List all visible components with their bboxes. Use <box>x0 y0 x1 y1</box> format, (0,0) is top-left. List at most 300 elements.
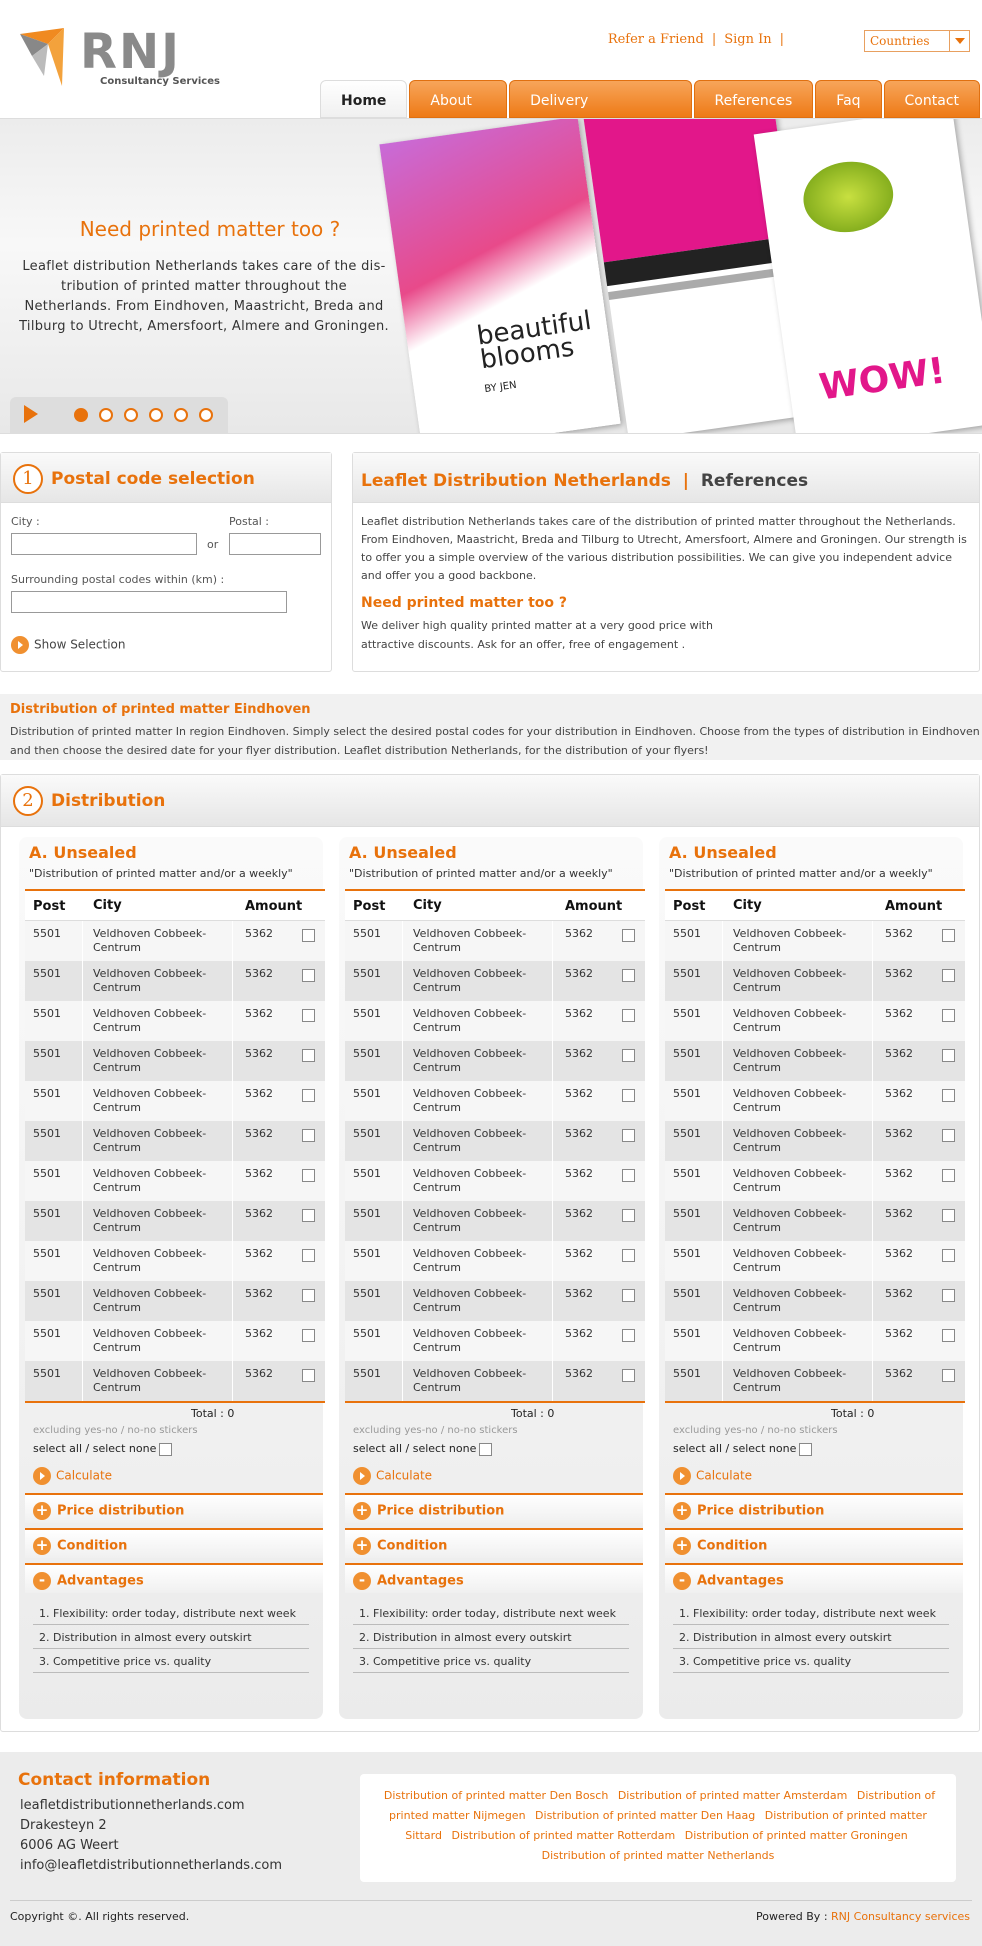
table-row <box>665 1121 965 1161</box>
amount-value: 5362 <box>885 927 913 940</box>
flyer-image <box>379 118 620 434</box>
post-cell: 5501 <box>345 1281 403 1321</box>
row-checkbox[interactable] <box>302 1289 315 1302</box>
distribution-panel <box>0 774 980 1732</box>
table-header <box>25 891 325 921</box>
price-accordion[interactable] <box>25 1493 323 1523</box>
separator: | <box>682 471 689 491</box>
flyer-wow: WOW! <box>816 350 948 409</box>
city-cell: Veldhoven Cobbeek-Centrum <box>723 961 873 1001</box>
banner-title: Need printed matter too ? <box>79 217 341 241</box>
select-all <box>673 1442 812 1456</box>
row-checkbox[interactable] <box>622 929 635 942</box>
row-checkbox[interactable] <box>942 1169 955 1182</box>
row-checkbox[interactable] <box>942 1049 955 1062</box>
city-cell: Veldhoven Cobbeek-Centrum <box>723 1041 873 1081</box>
footer-link[interactable]: Distribution of printed matter Groningen <box>684 1829 908 1842</box>
condition-accordion[interactable] <box>345 1528 643 1558</box>
post-cell: 5501 <box>25 961 83 1001</box>
references-link[interactable]: References <box>700 471 809 491</box>
header-amount: Amount <box>565 899 623 914</box>
advantage-item: 1. Flexibility: order today, distribute next week <box>673 1601 949 1625</box>
row-checkbox[interactable] <box>302 1049 315 1062</box>
city-cell: Veldhoven Cobbeek-Centrum <box>403 961 553 1001</box>
plus-icon: + <box>673 1537 691 1555</box>
postal-panel <box>0 452 332 672</box>
amount-value: 5362 <box>565 967 593 980</box>
amount-value: 5362 <box>885 1247 913 1260</box>
table-header <box>345 891 645 921</box>
nav-delivery[interactable]: Delivery <box>509 80 691 118</box>
calculate-label: Calculate <box>376 1468 433 1483</box>
footer-link[interactable]: Distribution of printed matter Nijmegen <box>389 1789 936 1822</box>
table-row <box>345 921 645 961</box>
post-cell: 5501 <box>345 961 403 1001</box>
excluding-note: excluding yes-no / no-no stickers <box>673 1425 838 1436</box>
footer-link[interactable]: Distribution of printed matter Amsterdam <box>617 1789 848 1802</box>
table-row <box>345 1041 645 1081</box>
city-cell: Veldhoven Cobbeek-Centrum <box>723 1321 873 1361</box>
amount-value: 5362 <box>565 1287 593 1300</box>
row-checkbox[interactable] <box>942 1129 955 1142</box>
surrounding-label: Surrounding postal codes within (km) : <box>11 573 225 586</box>
row-checkbox[interactable] <box>302 1089 315 1102</box>
amount-value: 5362 <box>885 1047 913 1060</box>
table-row <box>25 1281 325 1321</box>
table-row <box>345 1081 645 1121</box>
row-checkbox[interactable] <box>622 969 635 982</box>
logo[interactable] <box>18 26 248 92</box>
top-links <box>608 32 792 47</box>
chevron-down-icon[interactable] <box>949 31 969 51</box>
city-cell: Veldhoven Cobbeek-Centrum <box>723 1121 873 1161</box>
select-all-checkbox[interactable] <box>799 1443 812 1456</box>
row-checkbox[interactable] <box>622 1089 635 1102</box>
select-all-checkbox[interactable] <box>159 1443 172 1456</box>
separator: | <box>779 32 784 47</box>
city-cell: Veldhoven Cobbeek-Centrum <box>83 1121 233 1161</box>
row-checkbox[interactable] <box>622 1049 635 1062</box>
select-all <box>353 1442 492 1456</box>
advantage-item: 3. Competitive price vs. quality <box>673 1649 949 1673</box>
amount-value: 5362 <box>885 1327 913 1340</box>
city-cell: Veldhoven Cobbeek-Centrum <box>403 1321 553 1361</box>
footer-link[interactable]: Distribution of printed matter Sittard <box>405 1809 927 1842</box>
slide-dot[interactable] <box>124 408 138 422</box>
post-cell: 5501 <box>665 1281 723 1321</box>
row-checkbox[interactable] <box>302 1129 315 1142</box>
distribution-column <box>339 837 643 1719</box>
row-checkbox[interactable] <box>302 1009 315 1022</box>
city-cell: Veldhoven Cobbeek-Centrum <box>403 1001 553 1041</box>
advantages-label: Advantages <box>377 1573 464 1589</box>
amount-cell <box>553 961 645 1001</box>
show-selection-label: Show Selection <box>34 637 126 652</box>
select-all-label: select all / select none <box>33 1442 157 1455</box>
post-cell: 5501 <box>665 961 723 1001</box>
postal-input[interactable] <box>229 533 321 555</box>
amount-cell <box>553 1361 645 1401</box>
header-amount: Amount <box>885 899 943 914</box>
table-row <box>665 1041 965 1081</box>
flyer-title: beautiful blooms <box>475 305 594 376</box>
table-row <box>345 1201 645 1241</box>
table-row <box>665 1081 965 1121</box>
nav-home[interactable]: Home <box>320 80 407 118</box>
table-row <box>25 1081 325 1121</box>
banner-text: Leaflet distribution Netherlands takes care of the dis-tribution of printed matter throughout the Netherlands. From Eindhoven, Maastricht, Breda and Tilburg to Utrecht, Amersfoort, Almere and Groningen. <box>19 259 389 334</box>
powered-label: Powered By : <box>756 1910 828 1923</box>
city-cell: Veldhoven Cobbeek-Centrum <box>83 961 233 1001</box>
post-cell: 5501 <box>665 1201 723 1241</box>
post-cell: 5501 <box>25 1121 83 1161</box>
city-cell: Veldhoven Cobbeek-Centrum <box>403 1041 553 1081</box>
advantages-label: Advantages <box>697 1573 784 1589</box>
footer-link[interactable]: Distribution of printed matter Rotterdam <box>451 1829 676 1842</box>
city-cell: Veldhoven Cobbeek-Centrum <box>83 1081 233 1121</box>
row-checkbox[interactable] <box>622 1249 635 1262</box>
surrounding-input[interactable] <box>11 591 287 613</box>
amount-cell <box>873 1281 965 1321</box>
row-checkbox[interactable] <box>622 1329 635 1342</box>
amount-cell <box>873 1241 965 1281</box>
amount-cell <box>233 1201 325 1241</box>
footer-links <box>360 1774 956 1882</box>
row-checkbox[interactable] <box>622 1209 635 1222</box>
amount-cell <box>233 1241 325 1281</box>
postcode-table <box>345 889 645 1403</box>
amount-cell <box>873 1361 965 1401</box>
row-checkbox[interactable] <box>942 1209 955 1222</box>
logo-subtext: Consultancy Services <box>100 76 220 87</box>
condition-label: Condition <box>697 1538 768 1554</box>
amount-value: 5362 <box>245 927 273 940</box>
distribution-column <box>659 837 963 1719</box>
post-cell: 5501 <box>25 1201 83 1241</box>
countries-value: Countries <box>870 34 930 48</box>
calculate-button[interactable] <box>673 1467 752 1485</box>
contact-email[interactable]: info@leafletdistributionnetherlands.com <box>20 1858 282 1873</box>
condition-accordion[interactable] <box>25 1528 323 1558</box>
distribution-column <box>19 837 323 1719</box>
amount-cell <box>553 1041 645 1081</box>
amount-cell <box>233 961 325 1001</box>
amount-value: 5362 <box>245 1047 273 1060</box>
row-checkbox[interactable] <box>942 1329 955 1342</box>
table-row <box>345 1321 645 1361</box>
price-accordion[interactable] <box>665 1493 963 1523</box>
header-post: Post <box>665 891 723 920</box>
table-row <box>665 1201 965 1241</box>
post-cell: 5501 <box>345 921 403 961</box>
postal-label: Postal : <box>229 515 270 528</box>
row-checkbox[interactable] <box>942 1369 955 1382</box>
amount-value: 5362 <box>885 1287 913 1300</box>
column-subtitle: "Distribution of printed matter and/or a weekly" <box>349 867 613 880</box>
city-input[interactable] <box>11 533 197 555</box>
post-cell: 5501 <box>665 1121 723 1161</box>
amount-value: 5362 <box>245 1127 273 1140</box>
row-checkbox[interactable] <box>942 1089 955 1102</box>
row-checkbox[interactable] <box>302 969 315 982</box>
city-label: City : <box>11 515 40 528</box>
city-cell: Veldhoven Cobbeek-Centrum <box>403 1201 553 1241</box>
table-row <box>665 1241 965 1281</box>
column-subtitle: "Distribution of printed matter and/or a weekly" <box>29 867 293 880</box>
amount-value: 5362 <box>245 1167 273 1180</box>
table-row <box>25 1001 325 1041</box>
slide-dot[interactable] <box>174 408 188 422</box>
nav-about[interactable]: About <box>409 80 507 118</box>
city-cell: Veldhoven Cobbeek-Centrum <box>83 1161 233 1201</box>
advantage-item: 3. Competitive price vs. quality <box>33 1649 309 1673</box>
nav-references[interactable]: References <box>694 80 814 118</box>
advantage-item: 1. Flexibility: order today, distribute next week <box>33 1601 309 1625</box>
column-title: A. Unsealed <box>29 843 137 862</box>
plus-icon: + <box>33 1502 51 1520</box>
advantage-item: 2. Distribution in almost every outskirt <box>353 1625 629 1649</box>
table-row <box>345 1121 645 1161</box>
city-cell: Veldhoven Cobbeek-Centrum <box>83 1201 233 1241</box>
plus-icon: + <box>673 1502 691 1520</box>
separator: | <box>711 32 717 47</box>
amount-cell <box>553 1161 645 1201</box>
header-amount: Amount <box>245 899 303 914</box>
price-label: Price distribution <box>57 1503 185 1519</box>
amount-cell <box>873 1161 965 1201</box>
table-row <box>25 921 325 961</box>
footer-link[interactable]: Distribution of printed matter Netherlands <box>541 1849 775 1862</box>
table-row <box>665 1321 965 1361</box>
select-all-checkbox[interactable] <box>479 1443 492 1456</box>
table-row <box>665 1361 965 1401</box>
refer-link[interactable]: Refer a Friend <box>607 32 704 47</box>
table-row <box>665 1001 965 1041</box>
row-checkbox[interactable] <box>302 929 315 942</box>
slide-dot[interactable] <box>74 408 88 422</box>
postcode-table <box>665 889 965 1403</box>
countries-select[interactable] <box>864 30 970 52</box>
condition-accordion[interactable] <box>665 1528 963 1558</box>
row-checkbox[interactable] <box>942 1249 955 1262</box>
row-checkbox[interactable] <box>942 1289 955 1302</box>
advantages-label: Advantages <box>57 1573 144 1589</box>
post-cell: 5501 <box>345 1241 403 1281</box>
slide-dot[interactable] <box>99 408 113 422</box>
total-label: Total : 0 <box>831 1407 875 1420</box>
show-selection-button[interactable] <box>11 636 126 654</box>
city-cell: Veldhoven Cobbeek-Centrum <box>723 921 873 961</box>
city-cell: Veldhoven Cobbeek-Centrum <box>403 921 553 961</box>
distribution-info <box>0 694 982 760</box>
amount-cell <box>233 1361 325 1401</box>
table-row <box>25 1121 325 1161</box>
post-cell: 5501 <box>665 1321 723 1361</box>
post-cell: 5501 <box>25 1001 83 1041</box>
row-checkbox[interactable] <box>302 1329 315 1342</box>
advantages-accordion[interactable] <box>345 1563 643 1593</box>
header-city: City <box>83 891 233 920</box>
panel-title: Distribution <box>51 791 166 811</box>
post-cell: 5501 <box>345 1321 403 1361</box>
post-cell: 5501 <box>665 1361 723 1401</box>
table-row <box>345 961 645 1001</box>
nav-faq[interactable]: Faq <box>815 80 881 118</box>
amount-cell <box>873 1081 965 1121</box>
city-cell: Veldhoven Cobbeek-Centrum <box>723 1201 873 1241</box>
copyright: Copyright ©. All rights reserved. <box>10 1910 190 1923</box>
row-checkbox[interactable] <box>942 929 955 942</box>
price-label: Price distribution <box>697 1503 825 1519</box>
advantages-accordion[interactable] <box>665 1563 963 1593</box>
total-label: Total : 0 <box>191 1407 235 1420</box>
row-checkbox[interactable] <box>302 1249 315 1262</box>
row-checkbox[interactable] <box>622 1129 635 1142</box>
city-cell: Veldhoven Cobbeek-Centrum <box>83 1041 233 1081</box>
price-accordion[interactable] <box>345 1493 643 1523</box>
nav-contact[interactable]: Contact <box>884 80 980 118</box>
table-row <box>665 1281 965 1321</box>
table-row <box>25 1161 325 1201</box>
amount-value: 5362 <box>885 1087 913 1100</box>
calculate-label: Calculate <box>56 1468 113 1483</box>
amount-value: 5362 <box>565 1087 593 1100</box>
footer-link[interactable]: Distribution of printed matter Den Haag <box>535 1809 756 1822</box>
contact-title: Contact information <box>18 1770 211 1790</box>
arrow-right-icon <box>33 1467 51 1485</box>
table-row <box>25 1201 325 1241</box>
minus-icon: - <box>33 1572 51 1590</box>
powered-link[interactable]: RNJ Consultancy services <box>831 1910 970 1923</box>
post-cell: 5501 <box>25 1281 83 1321</box>
slide-dot[interactable] <box>199 408 213 422</box>
table-row <box>665 1161 965 1201</box>
site-header <box>0 0 982 118</box>
city-cell: Veldhoven Cobbeek-Centrum <box>723 1241 873 1281</box>
post-cell: 5501 <box>25 921 83 961</box>
post-cell: 5501 <box>345 1041 403 1081</box>
amount-value: 5362 <box>245 1287 273 1300</box>
amount-value: 5362 <box>565 1367 593 1380</box>
post-cell: 5501 <box>665 1041 723 1081</box>
amount-value: 5362 <box>565 1007 593 1020</box>
play-icon[interactable] <box>24 405 38 423</box>
city-cell: Veldhoven Cobbeek-Centrum <box>83 1001 233 1041</box>
post-cell: 5501 <box>665 1241 723 1281</box>
post-cell: 5501 <box>345 1001 403 1041</box>
row-checkbox[interactable] <box>622 1009 635 1022</box>
arrow-right-icon <box>11 636 29 654</box>
amount-cell <box>553 1241 645 1281</box>
post-cell: 5501 <box>25 1161 83 1201</box>
table-header <box>665 891 965 921</box>
select-all-label: select all / select none <box>673 1442 797 1455</box>
amount-value: 5362 <box>885 1007 913 1020</box>
about-text-2: We deliver high quality printed matter at a very good price with attractive discounts. Ask for an offer, free of engagement . <box>361 619 713 651</box>
condition-label: Condition <box>57 1538 128 1554</box>
amount-cell <box>553 1321 645 1361</box>
arrow-right-icon <box>673 1467 691 1485</box>
calculate-button[interactable] <box>33 1467 112 1485</box>
amount-cell <box>233 1281 325 1321</box>
about-title <box>361 471 808 491</box>
amount-value: 5362 <box>565 1247 593 1260</box>
amount-value: 5362 <box>245 967 273 980</box>
amount-cell <box>873 1321 965 1361</box>
post-cell: 5501 <box>25 1081 83 1121</box>
city-cell: Veldhoven Cobbeek-Centrum <box>403 1081 553 1121</box>
amount-value: 5362 <box>245 1087 273 1100</box>
table-row <box>25 961 325 1001</box>
step-number: 2 <box>13 786 43 816</box>
flyer-by: BY JEN <box>483 379 518 396</box>
row-checkbox[interactable] <box>622 1369 635 1382</box>
header-city: City <box>723 891 873 920</box>
city-cell: Veldhoven Cobbeek-Centrum <box>723 1161 873 1201</box>
amount-value: 5362 <box>245 1007 273 1020</box>
post-cell: 5501 <box>25 1241 83 1281</box>
post-cell: 5501 <box>665 1081 723 1121</box>
column-title: A. Unsealed <box>349 843 457 862</box>
amount-cell <box>233 1321 325 1361</box>
slide-dot[interactable] <box>149 408 163 422</box>
amount-cell <box>233 1081 325 1121</box>
amount-value: 5362 <box>565 1127 593 1140</box>
amount-value: 5362 <box>885 967 913 980</box>
panel-header <box>1 775 979 827</box>
amount-cell <box>233 1041 325 1081</box>
select-all <box>33 1442 172 1456</box>
table-row <box>345 1361 645 1401</box>
advantages-accordion[interactable] <box>25 1563 323 1593</box>
logo-text: RNJ <box>80 26 181 80</box>
amount-value: 5362 <box>885 1127 913 1140</box>
header-city: City <box>403 891 553 920</box>
total-label: Total : 0 <box>511 1407 555 1420</box>
row-checkbox[interactable] <box>622 1169 635 1182</box>
contact-site[interactable]: leafletdistributionnetherlands.com <box>20 1798 245 1813</box>
amount-cell <box>873 1201 965 1241</box>
amount-cell <box>233 1001 325 1041</box>
amount-cell <box>553 1001 645 1041</box>
row-checkbox[interactable] <box>302 1369 315 1382</box>
footer-link[interactable]: Distribution of printed matter Den Bosch <box>383 1789 609 1802</box>
post-cell: 5501 <box>665 1161 723 1201</box>
row-checkbox[interactable] <box>302 1169 315 1182</box>
post-cell: 5501 <box>345 1361 403 1401</box>
postcode-table <box>25 889 325 1403</box>
amount-value: 5362 <box>245 1207 273 1220</box>
post-cell: 5501 <box>345 1081 403 1121</box>
post-cell: 5501 <box>25 1321 83 1361</box>
row-checkbox[interactable] <box>942 1009 955 1022</box>
amount-value: 5362 <box>245 1367 273 1380</box>
post-cell: 5501 <box>25 1361 83 1401</box>
contact-city: 6006 AG Weert <box>20 1838 119 1853</box>
amount-cell <box>553 1201 645 1241</box>
row-checkbox[interactable] <box>942 969 955 982</box>
price-label: Price distribution <box>377 1503 505 1519</box>
post-cell: 5501 <box>665 1001 723 1041</box>
row-checkbox[interactable] <box>302 1209 315 1222</box>
row-checkbox[interactable] <box>622 1289 635 1302</box>
amount-cell <box>553 921 645 961</box>
amount-value: 5362 <box>885 1367 913 1380</box>
signin-link[interactable]: Sign In <box>724 32 772 47</box>
footer <box>0 1752 982 1946</box>
calculate-button[interactable] <box>353 1467 432 1485</box>
amount-value: 5362 <box>565 1207 593 1220</box>
